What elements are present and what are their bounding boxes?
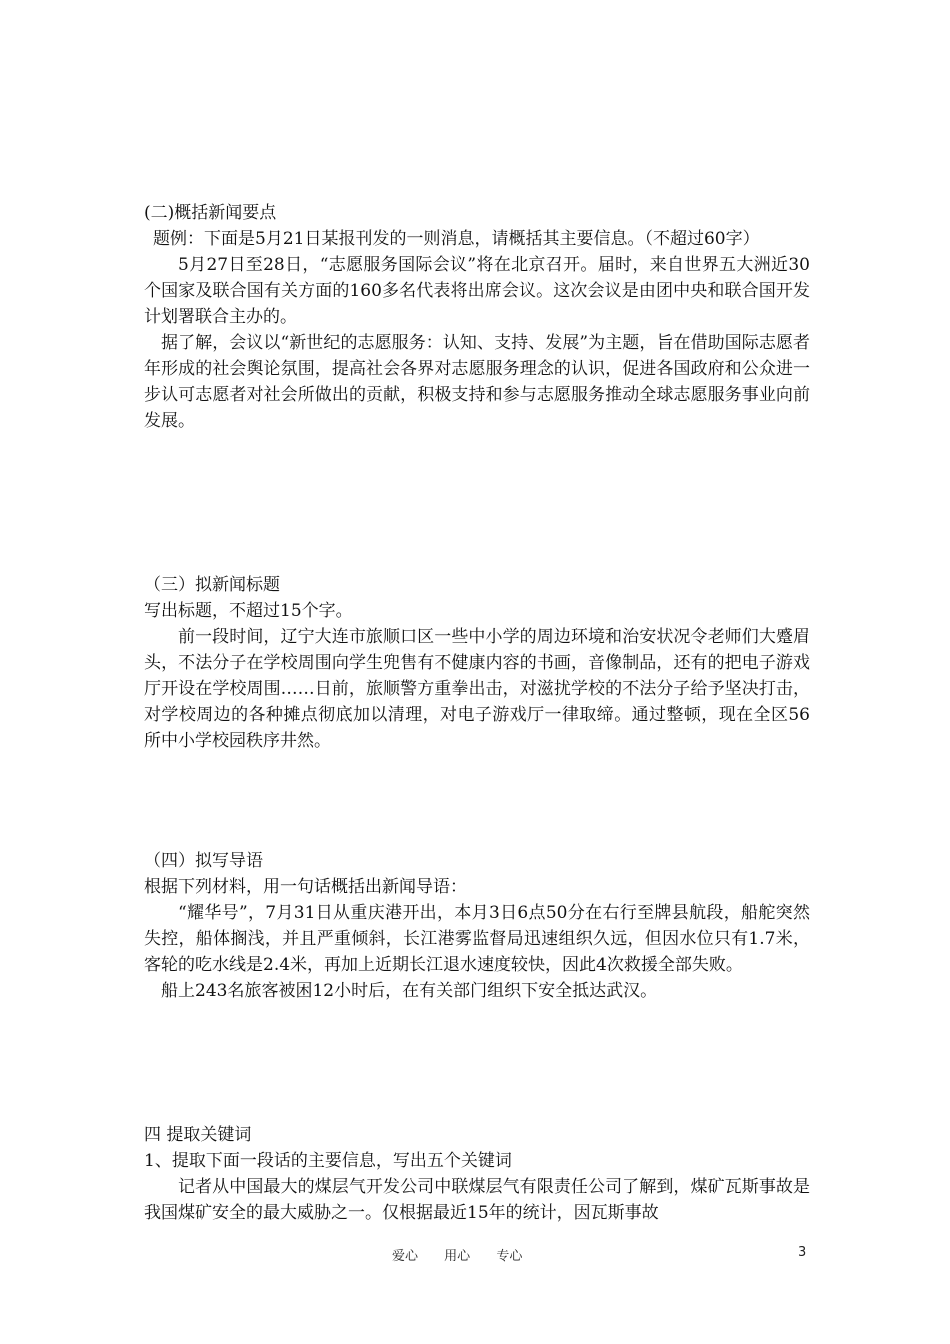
section-keywords (144, 1122, 810, 1226)
paragraph: 5月27日至28日，“志愿服务国际会议”将在北京召开。届时，来自世界五大洲近30个国家及联合国有关方面的160多名代表将出席会议。这次会议是由团中央和联合国开发计划署联合主办的。 (144, 255, 810, 327)
section-heading: 四 提取关键词 (144, 1125, 252, 1145)
section-heading: （四）拟写导语 (144, 851, 263, 871)
section-summarize-news (144, 200, 810, 434)
question-prompt: 写出标题，不超过15个字。 (144, 601, 353, 621)
page-footer (0, 1245, 950, 1265)
question-prompt: 根据下列材料，用一句话概括出新闻导语： (144, 877, 467, 897)
paragraph: 前一段时间，辽宁大连市旅顺口区一些中小学的周边环境和治安状况令老师们大蹙眉头，不法分子在学校周围向学生兜售有不健康内容的书画，音像制品，还有的把电子游戏厅开设在学校周围……日前，旅顺警方重拳出击，对滋扰学校的不法分子给予坚决打击，对学校周边的各种摊点彻底加以清理，对电子游戏厅一律取缔。通过整顿，现在全区56所中小学校园秩序井然。 (144, 627, 810, 751)
section-heading: (二)概括新闻要点 (144, 203, 277, 223)
paragraph: 据了解，会议以“新世纪的志愿服务：认知、支持、发展”为主题，旨在借助国际志愿者年形成的社会舆论氛围，提高社会各界对志愿服务理念的认识，促进各国政府和公众进一步认可志愿者对社会所做出的贡献，积极支持和参与志愿服务推动全球志愿服务事业向前发展。 (144, 333, 810, 431)
section-news-headline (144, 572, 810, 754)
paragraph: “耀华号”，7月31日从重庆港开出，本月3日6点50分在右行至牌县航段，船舵突然失控，船体搁浅，并且严重倾斜，长江港雾监督局迅速组织久远，但因水位只有1.7米，客轮的吃水线是2.4米，再加上近期长江退水速度较快，因此4次救援全部失败。 (144, 903, 810, 975)
footer-motto (392, 1245, 544, 1264)
question-prompt: 1、提取下面一段话的主要信息，写出五个关键词 (144, 1151, 512, 1171)
paragraph: 记者从中国最大的煤层气开发公司中联煤层气有限责任公司了解到，煤矿瓦斯事故是我国煤矿安全的最大威胁之一。仅根据最近15年的统计，因瓦斯事故 (144, 1177, 810, 1223)
section-news-lead (144, 848, 810, 1004)
footer-word: 用心 (444, 1249, 471, 1264)
section-heading: （三）拟新闻标题 (144, 575, 280, 595)
page-number: 3 (798, 1245, 807, 1260)
paragraph: 船上243名旅客被困12小时后，在有关部门组织下安全抵达武汉。 (161, 981, 658, 1001)
footer-word: 爱心 (392, 1249, 419, 1264)
question-prompt: 题例：下面是5月21日某报刊发的一则消息，请概括其主要信息。（不超过60字） (153, 229, 760, 249)
footer-word: 专心 (496, 1249, 523, 1264)
